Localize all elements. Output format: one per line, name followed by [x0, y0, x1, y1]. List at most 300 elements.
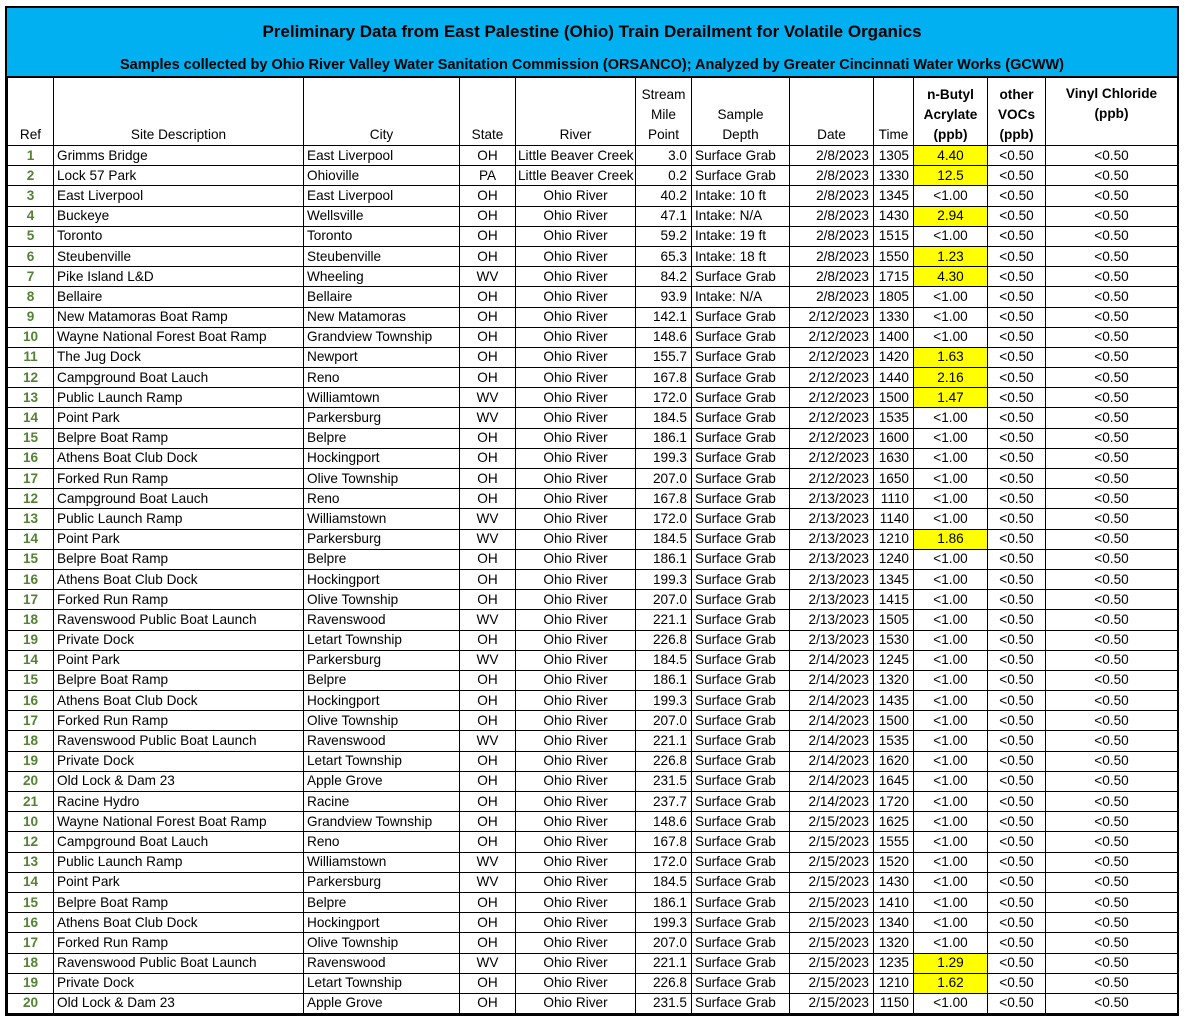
cell-vinyl: <0.50 [1046, 792, 1178, 812]
cell-depth: Surface Grab [692, 307, 790, 327]
cell-time: 1345 [874, 569, 914, 589]
cell-butyl: 1.29 [914, 953, 988, 973]
cell-ref: 18 [8, 610, 54, 630]
cell-butyl: <1.00 [914, 933, 988, 953]
cell-vinyl: <0.50 [1046, 428, 1178, 448]
cell-vinyl: <0.50 [1046, 307, 1178, 327]
cell-mile: 226.8 [636, 751, 692, 771]
cell-depth: Intake: 18 ft [692, 246, 790, 266]
cell-river: Ohio River [516, 590, 636, 610]
cell-date: 2/8/2023 [790, 267, 874, 287]
cell-river: Ohio River [516, 711, 636, 731]
cell-state: OH [460, 913, 516, 933]
cell-site: New Matamoras Boat Ramp [54, 307, 304, 327]
cell-time: 1805 [874, 287, 914, 307]
cell-city: Parkersburg [304, 408, 460, 428]
cell-vinyl: <0.50 [1046, 529, 1178, 549]
cell-city: Hockingport [304, 448, 460, 468]
cell-site: Ravenswood Public Boat Launch [54, 610, 304, 630]
cell-state: OH [460, 549, 516, 569]
data-sheet [5, 6, 1179, 1016]
cell-date: 2/13/2023 [790, 529, 874, 549]
sheet-subtitle: Samples collected by Ohio River Valley Water Sanitation Commission (ORSANCO); Analyzed by Greater Cincinnati Water Works (GCWW) [119, 57, 1065, 73]
cell-state: OH [460, 186, 516, 206]
cell-site: Athens Boat Club Dock [54, 913, 304, 933]
cell-date: 2/14/2023 [790, 670, 874, 690]
cell-vinyl: <0.50 [1046, 347, 1178, 367]
cell-city: Steubenville [304, 246, 460, 266]
cell-city: Olive Township [304, 590, 460, 610]
cell-butyl: <1.00 [914, 771, 988, 791]
table-row [8, 549, 1178, 569]
cell-time: 1430 [874, 206, 914, 226]
cell-mile: 231.5 [636, 993, 692, 1013]
cell-river: Ohio River [516, 388, 636, 408]
cell-city: Bellaire [304, 287, 460, 307]
cell-time: 1210 [874, 973, 914, 993]
cell-ref: 14 [8, 650, 54, 670]
cell-vocs: <0.50 [988, 610, 1046, 630]
cell-mile: 221.1 [636, 610, 692, 630]
cell-vinyl: <0.50 [1046, 226, 1178, 246]
cell-state: OH [460, 327, 516, 347]
cell-butyl: <1.00 [914, 630, 988, 650]
cell-river: Ohio River [516, 549, 636, 569]
cell-mile: 186.1 [636, 428, 692, 448]
cell-ref: 15 [8, 892, 54, 912]
cell-butyl: <1.00 [914, 751, 988, 771]
cell-river: Ohio River [516, 953, 636, 973]
cell-ref: 21 [8, 792, 54, 812]
cell-state: OH [460, 368, 516, 388]
table-body [8, 146, 1178, 1014]
cell-state: WV [460, 529, 516, 549]
table-row [8, 186, 1178, 206]
cell-date: 2/8/2023 [790, 186, 874, 206]
cell-city: Ravenswood [304, 731, 460, 751]
cell-time: 1550 [874, 246, 914, 266]
cell-time: 1150 [874, 993, 914, 1013]
cell-depth: Surface Grab [692, 267, 790, 287]
cell-depth: Surface Grab [692, 469, 790, 489]
cell-river: Ohio River [516, 509, 636, 529]
cell-ref: 5 [8, 226, 54, 246]
cell-state: WV [460, 509, 516, 529]
cell-state: WV [460, 953, 516, 973]
cell-state: OH [460, 590, 516, 610]
cell-mile: 184.5 [636, 529, 692, 549]
cell-depth: Surface Grab [692, 650, 790, 670]
cell-ref: 14 [8, 408, 54, 428]
cell-vocs: <0.50 [988, 913, 1046, 933]
cell-date: 2/13/2023 [790, 549, 874, 569]
cell-river: Ohio River [516, 287, 636, 307]
table-row [8, 246, 1178, 266]
cell-depth: Surface Grab [692, 812, 790, 832]
cell-mile: 84.2 [636, 267, 692, 287]
cell-site: Ravenswood Public Boat Launch [54, 953, 304, 973]
cell-depth: Surface Grab [692, 751, 790, 771]
cell-river: Ohio River [516, 347, 636, 367]
cell-city: Hockingport [304, 569, 460, 589]
table-row [8, 448, 1178, 468]
cell-mile: 3.0 [636, 146, 692, 166]
cell-mile: 199.3 [636, 448, 692, 468]
cell-city: Letart Township [304, 751, 460, 771]
cell-mile: 237.7 [636, 792, 692, 812]
cell-depth: Surface Grab [692, 146, 790, 166]
cell-site: East Liverpool [54, 186, 304, 206]
cell-date: 2/14/2023 [790, 792, 874, 812]
cell-depth: Surface Grab [692, 973, 790, 993]
cell-time: 1420 [874, 347, 914, 367]
cell-vinyl: <0.50 [1046, 751, 1178, 771]
cell-butyl: <1.00 [914, 650, 988, 670]
cell-time: 1400 [874, 327, 914, 347]
cell-butyl: <1.00 [914, 731, 988, 751]
cell-vocs: <0.50 [988, 549, 1046, 569]
cell-vinyl: <0.50 [1046, 166, 1178, 186]
cell-time: 1345 [874, 186, 914, 206]
cell-ref: 1 [8, 146, 54, 166]
cell-city: Parkersburg [304, 529, 460, 549]
cell-river: Ohio River [516, 630, 636, 650]
cell-date: 2/15/2023 [790, 953, 874, 973]
cell-ref: 17 [8, 469, 54, 489]
cell-vocs: <0.50 [988, 751, 1046, 771]
cell-ref: 14 [8, 872, 54, 892]
cell-ref: 15 [8, 670, 54, 690]
cell-time: 1435 [874, 691, 914, 711]
col-state: State [460, 78, 516, 146]
cell-vinyl: <0.50 [1046, 408, 1178, 428]
table-row [8, 590, 1178, 610]
cell-river: Ohio River [516, 812, 636, 832]
cell-date: 2/8/2023 [790, 206, 874, 226]
cell-vocs: <0.50 [988, 408, 1046, 428]
cell-ref: 2 [8, 166, 54, 186]
cell-date: 2/12/2023 [790, 408, 874, 428]
cell-vinyl: <0.50 [1046, 267, 1178, 287]
cell-city: Parkersburg [304, 872, 460, 892]
cell-butyl: 1.63 [914, 347, 988, 367]
cell-depth: Surface Grab [692, 670, 790, 690]
cell-state: WV [460, 731, 516, 751]
table-row [8, 569, 1178, 589]
cell-date: 2/13/2023 [790, 590, 874, 610]
cell-vocs: <0.50 [988, 246, 1046, 266]
table-row [8, 670, 1178, 690]
cell-city: East Liverpool [304, 146, 460, 166]
cell-butyl: <1.00 [914, 509, 988, 529]
cell-date: 2/15/2023 [790, 973, 874, 993]
cell-vocs: <0.50 [988, 448, 1046, 468]
cell-vocs: <0.50 [988, 731, 1046, 751]
cell-ref: 13 [8, 388, 54, 408]
cell-city: Belpre [304, 428, 460, 448]
cell-state: OH [460, 448, 516, 468]
cell-vocs: <0.50 [988, 489, 1046, 509]
table-row [8, 146, 1178, 166]
cell-state: OH [460, 711, 516, 731]
cell-vocs: <0.50 [988, 812, 1046, 832]
cell-state: OH [460, 771, 516, 791]
cell-vocs: <0.50 [988, 670, 1046, 690]
cell-butyl: <1.00 [914, 327, 988, 347]
cell-river: Ohio River [516, 469, 636, 489]
cell-butyl: <1.00 [914, 469, 988, 489]
cell-state: OH [460, 246, 516, 266]
cell-date: 2/13/2023 [790, 489, 874, 509]
cell-state: WV [460, 610, 516, 630]
table-row [8, 630, 1178, 650]
cell-butyl: <1.00 [914, 549, 988, 569]
cell-ref: 17 [8, 711, 54, 731]
cell-vinyl: <0.50 [1046, 327, 1178, 347]
cell-mile: 184.5 [636, 872, 692, 892]
cell-mile: 186.1 [636, 549, 692, 569]
cell-depth: Surface Grab [692, 731, 790, 751]
cell-state: WV [460, 872, 516, 892]
cell-time: 1645 [874, 771, 914, 791]
cell-vocs: <0.50 [988, 287, 1046, 307]
cell-state: OH [460, 933, 516, 953]
cell-state: OH [460, 287, 516, 307]
table-row [8, 166, 1178, 186]
cell-mile: 40.2 [636, 186, 692, 206]
cell-site: Private Dock [54, 973, 304, 993]
col-vinyl: Vinyl Chloride (ppb) [1046, 78, 1178, 146]
cell-vinyl: <0.50 [1046, 872, 1178, 892]
cell-ref: 13 [8, 509, 54, 529]
cell-city: Hockingport [304, 913, 460, 933]
cell-state: OH [460, 146, 516, 166]
cell-ref: 8 [8, 287, 54, 307]
cell-river: Ohio River [516, 226, 636, 246]
cell-city: Wellsville [304, 206, 460, 226]
cell-state: OH [460, 892, 516, 912]
cell-vocs: <0.50 [988, 630, 1046, 650]
cell-butyl: 1.23 [914, 246, 988, 266]
cell-vinyl: <0.50 [1046, 448, 1178, 468]
cell-time: 1515 [874, 226, 914, 246]
cell-river: Ohio River [516, 307, 636, 327]
cell-site: Campground Boat Lauch [54, 832, 304, 852]
table-row [8, 408, 1178, 428]
col-city: City [304, 78, 460, 146]
cell-time: 1720 [874, 792, 914, 812]
cell-mile: 199.3 [636, 691, 692, 711]
cell-ref: 16 [8, 448, 54, 468]
table-row [8, 691, 1178, 711]
cell-date: 2/15/2023 [790, 852, 874, 872]
cell-river: Ohio River [516, 973, 636, 993]
cell-date: 2/15/2023 [790, 933, 874, 953]
cell-time: 1600 [874, 428, 914, 448]
cell-date: 2/8/2023 [790, 226, 874, 246]
cell-vinyl: <0.50 [1046, 509, 1178, 529]
cell-butyl: <1.00 [914, 287, 988, 307]
cell-site: Public Launch Ramp [54, 509, 304, 529]
cell-butyl: 12.5 [914, 166, 988, 186]
cell-mile: 65.3 [636, 246, 692, 266]
cell-vocs: <0.50 [988, 327, 1046, 347]
cell-time: 1320 [874, 670, 914, 690]
cell-vinyl: <0.50 [1046, 731, 1178, 751]
table-row [8, 307, 1178, 327]
cell-vinyl: <0.50 [1046, 206, 1178, 226]
cell-river: Ohio River [516, 206, 636, 226]
cell-river: Ohio River [516, 892, 636, 912]
cell-butyl: <1.00 [914, 307, 988, 327]
cell-river: Ohio River [516, 731, 636, 751]
cell-time: 1110 [874, 489, 914, 509]
cell-mile: 186.1 [636, 670, 692, 690]
cell-ref: 12 [8, 368, 54, 388]
cell-state: OH [460, 973, 516, 993]
cell-depth: Intake: N/A [692, 287, 790, 307]
cell-vocs: <0.50 [988, 469, 1046, 489]
cell-ref: 16 [8, 913, 54, 933]
cell-vinyl: <0.50 [1046, 832, 1178, 852]
cell-depth: Surface Grab [692, 993, 790, 1013]
cell-butyl: <1.00 [914, 489, 988, 509]
cell-city: Letart Township [304, 630, 460, 650]
cell-site: Ravenswood Public Boat Launch [54, 731, 304, 751]
cell-site: Wayne National Forest Boat Ramp [54, 812, 304, 832]
cell-city: Olive Township [304, 933, 460, 953]
cell-mile: 47.1 [636, 206, 692, 226]
cell-river: Little Beaver Creek [516, 146, 636, 166]
cell-date: 2/12/2023 [790, 347, 874, 367]
cell-city: Reno [304, 489, 460, 509]
cell-vinyl: <0.50 [1046, 549, 1178, 569]
table-row [8, 388, 1178, 408]
cell-vocs: <0.50 [988, 832, 1046, 852]
cell-site: Private Dock [54, 630, 304, 650]
cell-city: Olive Township [304, 469, 460, 489]
cell-state: OH [460, 751, 516, 771]
cell-vocs: <0.50 [988, 872, 1046, 892]
cell-site: Belpre Boat Ramp [54, 670, 304, 690]
cell-butyl: <1.00 [914, 812, 988, 832]
cell-vinyl: <0.50 [1046, 246, 1178, 266]
cell-ref: 15 [8, 428, 54, 448]
cell-vocs: <0.50 [988, 569, 1046, 589]
table-row [8, 711, 1178, 731]
cell-city: Apple Grove [304, 771, 460, 791]
cell-vocs: <0.50 [988, 206, 1046, 226]
table-row [8, 428, 1178, 448]
cell-site: Buckeye [54, 206, 304, 226]
col-vocs: other VOCs (ppb) [988, 78, 1046, 146]
cell-ref: 14 [8, 529, 54, 549]
cell-depth: Surface Grab [692, 327, 790, 347]
cell-date: 2/15/2023 [790, 892, 874, 912]
cell-state: OH [460, 792, 516, 812]
cell-state: OH [460, 469, 516, 489]
cell-date: 2/14/2023 [790, 731, 874, 751]
table-row [8, 892, 1178, 912]
table-row [8, 953, 1178, 973]
cell-vocs: <0.50 [988, 892, 1046, 912]
cell-state: OH [460, 630, 516, 650]
cell-butyl: <1.00 [914, 590, 988, 610]
cell-state: OH [460, 307, 516, 327]
table-row [8, 267, 1178, 287]
cell-time: 1330 [874, 166, 914, 186]
cell-time: 1500 [874, 711, 914, 731]
cell-mile: 226.8 [636, 630, 692, 650]
cell-mile: 148.6 [636, 327, 692, 347]
cell-river: Ohio River [516, 448, 636, 468]
cell-vocs: <0.50 [988, 509, 1046, 529]
cell-ref: 10 [8, 327, 54, 347]
cell-time: 1330 [874, 307, 914, 327]
cell-site: Forked Run Ramp [54, 711, 304, 731]
cell-vocs: <0.50 [988, 691, 1046, 711]
cell-butyl: 1.86 [914, 529, 988, 549]
cell-ref: 15 [8, 549, 54, 569]
cell-ref: 18 [8, 953, 54, 973]
cell-depth: Surface Grab [692, 590, 790, 610]
cell-city: Ravenswood [304, 953, 460, 973]
cell-depth: Surface Grab [692, 832, 790, 852]
cell-state: OH [460, 569, 516, 589]
cell-depth: Surface Grab [692, 388, 790, 408]
cell-mile: 0.2 [636, 166, 692, 186]
cell-city: Grandview Township [304, 812, 460, 832]
cell-time: 1650 [874, 469, 914, 489]
cell-vocs: <0.50 [988, 933, 1046, 953]
cell-date: 2/8/2023 [790, 246, 874, 266]
cell-river: Ohio River [516, 852, 636, 872]
cell-time: 1140 [874, 509, 914, 529]
cell-site: Belpre Boat Ramp [54, 892, 304, 912]
table-row [8, 489, 1178, 509]
cell-ref: 18 [8, 731, 54, 751]
cell-mile: 93.9 [636, 287, 692, 307]
cell-city: Belpre [304, 670, 460, 690]
cell-river: Ohio River [516, 327, 636, 347]
cell-mile: 172.0 [636, 509, 692, 529]
cell-river: Ohio River [516, 267, 636, 287]
cell-ref: 9 [8, 307, 54, 327]
cell-depth: Surface Grab [692, 610, 790, 630]
cell-city: Ravenswood [304, 610, 460, 630]
cell-vinyl: <0.50 [1046, 469, 1178, 489]
cell-depth: Surface Grab [692, 711, 790, 731]
cell-mile: 167.8 [636, 489, 692, 509]
col-mile: Stream Mile Point [636, 78, 692, 146]
cell-ref: 17 [8, 933, 54, 953]
cell-mile: 207.0 [636, 469, 692, 489]
cell-date: 2/12/2023 [790, 448, 874, 468]
cell-depth: Surface Grab [692, 347, 790, 367]
cell-state: WV [460, 388, 516, 408]
cell-city: Olive Township [304, 711, 460, 731]
cell-date: 2/13/2023 [790, 509, 874, 529]
cell-ref: 19 [8, 751, 54, 771]
table-row [8, 327, 1178, 347]
cell-city: East Liverpool [304, 186, 460, 206]
cell-vinyl: <0.50 [1046, 933, 1178, 953]
cell-date: 2/13/2023 [790, 610, 874, 630]
cell-ref: 16 [8, 691, 54, 711]
cell-date: 2/13/2023 [790, 630, 874, 650]
cell-vocs: <0.50 [988, 953, 1046, 973]
cell-site: Campground Boat Lauch [54, 368, 304, 388]
